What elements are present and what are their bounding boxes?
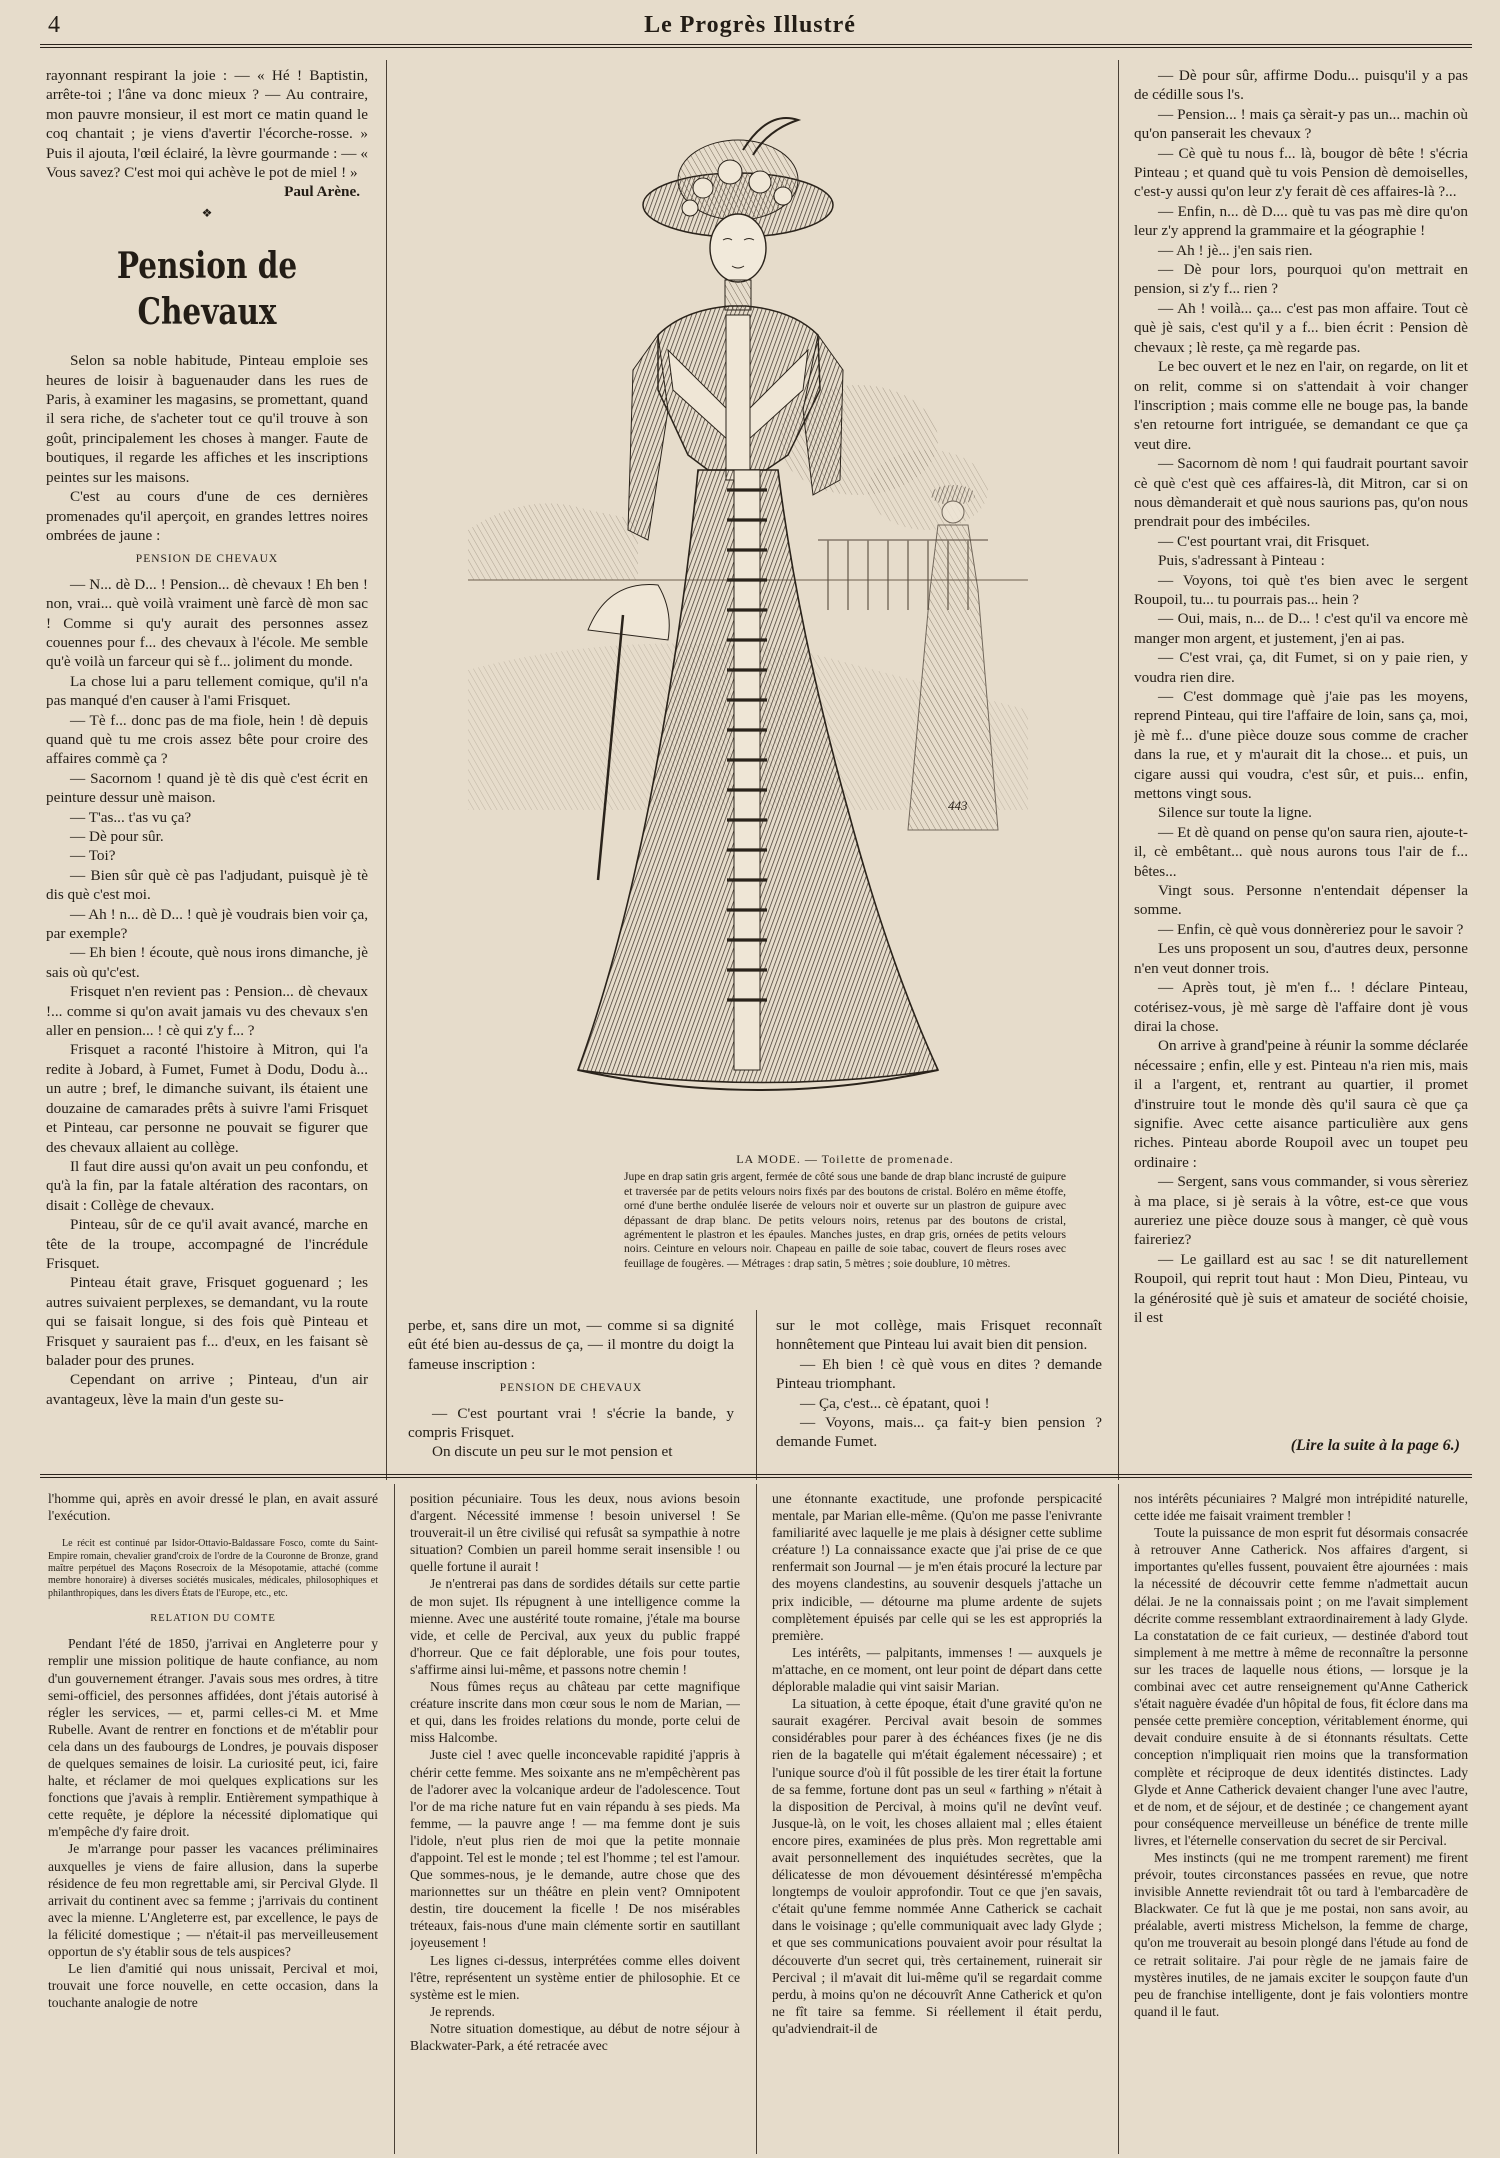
caption-title: LA MODE. — Toilette de promenade. [736, 1152, 954, 1166]
column-1 [46, 66, 368, 1474]
paragraph: — Et dè quand on pense qu'on saura rien, ajoute-t-il, cè embêtant... què nous aurons tous l'air de f... bêtes... [1134, 823, 1468, 880]
paragraph: Puis, s'adressant à Pinteau : [1158, 552, 1325, 570]
paragraph: Nous fûmes reçus au château par cette magnifique créature inscrite dans mon cœur sous le nom de Marian, — et qui, dans les froides relations du monde, porte celui de miss Halcombe. [410, 1679, 740, 1746]
paragraph: — Dè pour sûr. [70, 828, 164, 845]
paragraph: — Sergent, sans vous commander, si vous sèreriez à ma place, si jè serais à la vôtre, est-ce que vous aureriez une pièce douze sous à manger, cè què vous faireriez? [1134, 1173, 1468, 1249]
paragraph: Pendant l'été de 1850, j'arrivai en Angleterre pour y remplir une mission politique de haute confiance, au nom d'un gouvernement étranger. J'avais sous mes ordres, à titre semi-officiel, des personnes affidées, dont j'étais autorisé à régler les services, — et, parmi celles-ci M. et Mme Rubelle. Avant de rentrer en fonctions et de m'établir pour cela dans un des faubourgs de Londres, je pouvais disposer de quelques semaines de loisir. La curiosité peut, ici, faire halte, et réclamer de moi quelques explications sur les fonctions que j'avais à remplir. Entièrement sympathique à cette requête, je déplore la nécessité diplomatique qui m'empêche d'y faire droit. [48, 1636, 378, 1840]
paragraph: Pinteau, sûr de ce qu'il avait avancé, marche en tête de la troupe, accompagné de l'incrédule Frisquet. [46, 1216, 368, 1272]
serial-column-3 [772, 1490, 1102, 2154]
paragraph: — C'est pourtant vrai ! s'écrie la bande, y compris Frisquet. [408, 1404, 734, 1442]
inscription: PENSION DE CHEVAUX [499, 1382, 643, 1395]
ornament-icon: ❖ [201, 205, 213, 220]
paragraph: une étonnante exactitude, une profonde perspicacité mentale, par Marian elle-même. (Qu'on me passe l'enivrante familiarité avec laquelle je me plais à désigner cette sublime créature !) La connaissance exacte que j'ai prise de ce que renfermait son Journal — je m'en étais procuré la lecture par des moyens clandestins, au souvenir desquels j'attache un prix indicible, — détourne ma plume ardente de sujets complètement épuisés par celle qui se les est appropriés la première. [772, 1491, 1102, 1643]
paragraph: — Dè pour lors, pourquoi qu'on mettrait en pension, si z'y f... rien ? [1134, 261, 1468, 298]
paragraph: perbe, et, sans dire un mot, — comme si sa dignité eût été bien au-dessus de ça, — il montre du doigt la fameuse inscription : [408, 1317, 734, 1373]
paragraph: Les uns proposent un sou, d'autres deux, personne n'en veut donner trois. [1134, 940, 1468, 977]
paragraph: — Tè f... donc pas de ma fiole, hein ! dè depuis quand què tu me crois assez bête pour croire des affaires commè ça ? [46, 711, 368, 768]
paragraph: Le bec ouvert et le nez en l'air, on regarde, on lit et on relit, comme si on s'attendait à voir changer l'inscription ; mais comme elle ne bouge pas, la bande s'en retourne fort intriguée, se demandant ce que ça veut dire. [1134, 358, 1468, 453]
paragraph: — Voyons, toi què t'es bien avec le sergent Roupoil, tu... tu pourrais pas... hein ? [1134, 571, 1468, 608]
paragraph: l'homme qui, après en avoir dressé le plan, en avait assuré l'exécution. [48, 1491, 378, 1524]
paragraph: Selon sa noble habitude, Pinteau emploie ses heures de loisir à baguenauder dans les rues de Paris, à examiner les magasins, se promettant, quand il sera riche, de s'acheter tout ce qu'il trouve à son goût, principalement les choses à manger. Faute de boutiques, il regarde les affiches et les inscriptions peintes sur les maisons. [46, 352, 368, 486]
paragraph: Il faut dire aussi qu'on avait un peu confondu, et qu'à la fin, par la fatale altération des racontars, on disait : Collège de chevaux. [46, 1157, 368, 1214]
paragraph: — Pension... ! mais ça sèrait-y pas un... machin où qu'on panserait les chevaux ? [1134, 105, 1468, 143]
plate-number: 443 [948, 798, 968, 813]
paragraph: — Le gaillard est au sac ! se dit naturellement Roupoil, qui reprit tout haut : Mon Dieu, Pinteau, vu la générosité què jè suis et amateur de société choisie, il est [1134, 1250, 1468, 1326]
feuilleton-rule [40, 1474, 1472, 1478]
fashion-plate-drawing [468, 110, 1028, 1145]
column-divider [394, 1484, 395, 2154]
paragraph: Frisquet n'en revient pas : Pension... dè chevaux !... comme si qu'on avait jamais vu des chevaux s'en aller en pension... ! cè qui z'y f... ? [46, 983, 368, 1040]
paragraph: — Toi? [70, 847, 116, 865]
author-signature: Paul Arène. [284, 183, 360, 201]
paragraph: Cependant on arrive ; Pinteau, d'un air avantageux, lève la main d'un geste su- [46, 1371, 368, 1408]
header-rule [40, 44, 1472, 48]
paragraph: — C'est pourtant vrai, dit Frisquet. [1158, 532, 1370, 550]
serial-column-1 [48, 1490, 378, 2154]
continued-notice: (Lire la suite à la page 6.) [1290, 1437, 1460, 1454]
paragraph: — Ah ! n... dè D... ! què jè voudrais bien voir ça, par exemple? [46, 905, 368, 943]
caption-text: Jupe en drap satin gris argent, fermée de côté sous une bande de drap blanc incrusté de guipure et traversée par de petits velours noirs fixés par des boutons de cristal. Boléro en même étoffe, orné d'une berthe ondulée liserée de velours noir et ouverte sur un plastron de guipure avec dépassant de drap blanc. De petits velours noirs, retenus par des boutons de cristal, agrémentent le plastron et les épaules. Manches justes, en drap gris, ornées de petits velours noirs. Ceinture en velours noir. Chapeau en paille de soie tabac, couvert de fleurs roses avec feuillage de fougères. — Métrages : drap satin, 5 mètres ; soie doublure, 10 mètres. [624, 1170, 1066, 1270]
paragraph: position pécuniaire. Tous les deux, nous avions besoin d'argent. Nécessité immense ! besoin universel ! Se trouverait-il un être civilisé qui refusât sa sympathie à notre situation? Combien un pareil homme serait insensible ! ou quelle fortune il aurait ! [410, 1491, 740, 1575]
paragraph: — Oui, mais, n... de D... ! c'est qu'il va encore mè manger mon argent, et justement, j'en ai pas. [1134, 610, 1468, 647]
column-divider [386, 60, 387, 1480]
editor-note: Le récit est continué par Isidor-Ottavio-Baldassare Fosco, comte du Saint-Empire romain, chevalier grand'croix de l'ordre de la Couronne de Bronze, grand maître perpétuel des Maçons Rosecroix de la Mésopotamie, attaché (comme membre honoraire) à diverses sociétés musicales, médicales, philosophiques et philanthropiques, dans les divers États de l'Europe, etc., etc. [48, 1538, 378, 1599]
paragraph: — Cè què tu nous f... là, bougor dè bête ! s'écria Pinteau ; et quand què tu vois Pension dè demoiselles, c'est-y aussi qu'on leur z'y ferait dè ces affaires-là ?... [1134, 144, 1468, 201]
article-title: Pension de Chevaux [116, 245, 298, 334]
serial-column-2 [410, 1490, 740, 2154]
paragraph: Les intérêts, — palpitants, immenses ! — auxquels je m'attache, en ce moment, ont leur point de départ dans cette déplorable maladie qui vint saisir Marian. [772, 1644, 1102, 1695]
paragraph: — Ah ! jè... j'en sais rien. [1158, 241, 1313, 259]
paragraph: Le lien d'amitié qui nous unissait, Percival et moi, trouvait une force nouvelle, en cette occasion, dans la touchante analogie de notre [48, 1961, 378, 2011]
paragraph: — Ça, c'est... cè épatant, quoi ! [800, 1394, 990, 1412]
fashion-illustration [468, 110, 1028, 1145]
paragraph: Silence sur toute la ligne. [1158, 804, 1312, 822]
column-4 [1134, 66, 1468, 1434]
paragraph: Je reprends. [430, 2003, 495, 2019]
paragraph: — Eh bien ! cè què vous en dites ? demande Pinteau triomphant. [776, 1355, 1102, 1393]
paragraph: — Enfin, cè què vous donnèreriez pour le savoir ? [1158, 920, 1464, 938]
illustration-caption [624, 1152, 1066, 1271]
column-3-continuation [776, 1316, 1102, 1452]
paragraph: Pinteau était grave, Frisquet goguenard ; les autres suivaient perplexes, se demandant, vu la route qui se faisait longue, si des fois què Pinteau et Frisquet y sauraient pas f... d'eux, en les faisant sè balader pour des prunes. [46, 1274, 368, 1369]
paragraph: Vingt sous. Personne n'entendait dépenser la somme. [1134, 882, 1468, 919]
paragraph: — Bien sûr què cè pas l'adjudant, puisquè jè tè dis què c'est moi. [46, 866, 368, 904]
paragraph: — T'as... t'as vu ça? [70, 808, 192, 826]
paragraph: — C'est vrai, ça, dit Fumet, si on y paie rien, y voudra rien dire. [1134, 649, 1468, 686]
paragraph: — Eh bien ! écoute, què nous irons dimanche, jè sais où qu'c'est. [46, 944, 368, 981]
paragraph: — Ah ! voilà... ça... c'est pas mon affaire. Tout cè què jè sais, c'est qu'il y a f... bien écrit : Pension dè chevaux ; lè reste, ça mè regarde pas. [1134, 299, 1468, 356]
paragraph: On arrive à grand'peine à réunir la somme déclarée nécessaire ; enfin, elle y est. Pinteau n'a rien mis, mais il a l'argent, et, rentrant au quartier, il promet d'instruire tout le monde dès qu'il saura cè que ça signifie. Avec cette aisance particulière aux gens riches. Pinteau aborde Roupoil avec un toupet peu ordinaire : [1134, 1037, 1468, 1171]
paragraph: — Après tout, jè m'en f... ! déclare Pinteau, cotérisez-vous, jè mè sarge dè l'affaire dont jè vous dirai la chose. [1134, 979, 1468, 1035]
paragraph: — C'est dommage què j'aie pas les moyens, reprend Pinteau, qui tire l'affaire de loin, sans ça, moi, jè mè f... d'une pièce douze sous comme de cracher dans la rue, et y m'aurait dit la chose... et puis, un cigare aussi qui voudra, c'est sûr, et puis... enfin, mettons vingt sous. [1134, 688, 1468, 803]
paragraph: Mes instincts (qui ne me trompent rarement) me firent prévoir, toutes circonstances passées en revue, que notre invisible Annette reviendrait tôt ou tard à l'embarcadère de Blackwater. Ce fut là que je me postai, non sans avoir, au préalable, averti mistress Michelson, la femme de charge, qu'on me trouverait au besoin plongé dans l'étude au fond de ce retrait solitaire. J'ai pour règle de ne jamais faire de mystères inutiles, de ne jamais exciter le soupçon faute d'un peu de franchise intelligente, dont je fais volontiers montre quand il le faut. [1134, 1849, 1468, 2019]
paragraph: C'est au cours d'une de ces dernières promenades qu'il aperçoit, en grandes lettres noires ombrées de jaune : [46, 488, 368, 544]
column-2-continuation [408, 1316, 734, 1462]
paragraph: La situation, à cette époque, était d'une gravité qu'on ne saurait exagérer. Percival avait besoin de sommes considérables pour parer à des échéances fixes (je ne dis rien de la bagatelle qui m'était également nécessaire) ; et l'unique source d'où il fût possible de les tirer était la fortune de sa femme, fortune dont pas un seul « farthing » n'était à la disposition de Percival, à moins qu'il ne devînt veuf. Jusque-là, on le voit, les choses allaient mal ; elles étaient encore pires, examinées de plus près. Mon regrettable ami avait personnellement des inquiétudes secrètes, que la délicatesse de mon dévouement désintéressé m'empêcha longtemps de vouloir approfondir. Tout ce que j'en savais, c'était qu'une femme nommée Anne Catherick se cachait dans le voisinage ; qu'elle communiquait avec lady Glyde ; et que ses communications pouvaient avoir pour résultat la découverte d'un secret qui, très certainement, ruinerait sir Percival ; il m'avait dit lui-même qu'il se regardait comme perdu, à moins qu'on ne découvrît Anne Catherick et qu'on ne fît taire sa femme. Si réellement il était perdu, qu'adviendrait-il de [772, 1696, 1102, 2036]
page-number: 4 [48, 12, 60, 38]
paragraph: Je m'arrange pour passer les vacances préliminaires auxquelles je viens de faire allusion, dans la superbe résidence de feu mon regrettable ami, sir Percival Glyde. Il arrivait du continent avec sa femme ; j'arrivais du continent avec la mienne. L'Angleterre est, par excellence, le pays de la félicité domestique ; — n'était-il pas merveilleusement opportun de s'y établir sous de tels auspices? [48, 1841, 378, 1959]
paragraph: sur le mot collège, mais Frisquet reconnaît honnêtement que Pinteau lui avait bien dit pension. [776, 1317, 1102, 1354]
paragraph: — Sacornom ! quand jè tè dis què c'est écrit en peinture dessur unè maison. [46, 769, 368, 807]
paragraph: nos intérêts pécuniaires ? Malgré mon intrépidité naturelle, cette idée me faisait vraiment trembler ! [1134, 1491, 1468, 1524]
paragraph: Les lignes ci-dessus, interprétées comme elles doivent l'être, représentent un système entier de philosophie. Et ce système est le mien. [410, 1952, 740, 2002]
column-divider [1118, 60, 1119, 1480]
inscription: PENSION DE CHEVAUX [135, 553, 279, 566]
column-divider [1118, 1484, 1119, 2154]
section-subtitle: RELATION DU COMTE [150, 1613, 276, 1625]
paragraph: On discute un peu sur le mot pension et [432, 1443, 673, 1461]
paragraph: Je n'entrerai pas dans de sordides détails sur cette partie de mon sujet. Ils répugnent à une intelligence comme la mienne. Avec une austérité toute romaine, j'étale ma bourse vide, et celle de Percival, aux yeux du public frappé d'horreur. Que ce fait déplorable, une fois pour toutes, s'affirme ainsi lui-même, et passons notre chemin ! [410, 1576, 740, 1677]
paragraph: Toute la puissance de mon esprit fut désormais consacrée à retrouver Anne Catherick. Nos affaires d'argent, si importantes qu'elles fussent, pouvaient être ajournées : mais la nécessité de découvrir cette femme n'admettait aucun délai. Je ne la connaissais point ; on me l'avait simplement décrite comme ressemblant extraordinairement à lady Glyde. La constatation de ce fait curieux, — destinée d'abord tout simplement à me mettre à même de reconnaître la personne sur les traces de laquelle nous étions, — lorsque je la combinai avec cet autre renseignement qu'Anne Catherick s'était naguère évadée d'un hôpital de fous, fit éclore dans ma pensée cette première conception, véritablement énorme, qui devait conduire ensuite à de si étonnants résultats. Cette conception n'impliquait rien moins que la transformation complète et réciproque de deux identités distinctes. Lady Glyde et Anne Catherick devaient changer l'une avec l'autre, et de nom, et de séjour, et de destinée ; ce changement ayant pour conséquence merveilleuse un bénéfice de trente mille livres, et l'éternelle conservation du secret de sir Percival. [1134, 1525, 1468, 1848]
column-divider [756, 1484, 757, 2154]
paragraph: Juste ciel ! avec quelle inconcevable rapidité j'appris à chérir cette femme. Mes soixante ans ne m'empêchèrent pas de l'adorer avec la volcanique ardeur de l'adolescence. Tout l'or de ma riche nature fut en vain répandu à ses pieds. Ma femme, — la pauvre ange ! — ma femme dont je suis l'idole, n'eut plus rien de moi que la petite monnaie d'appoint. Tel est le monde ; tel est l'homme ; tel est l'amour. Que sommes-nous, je le demande, autre chose que des marionnettes sur un théâtre en plein vent? Omnipotent destin, tire doucement la ficelle ! De nos misérables tréteaux, fais-nous d'une main clémente sortir en sautillant joyeusement ! [410, 1747, 740, 1951]
paragraph: — N... dè D... ! Pension... dè chevaux ! Eh ben ! non, vrai... què voilà vraiment unè farcè dè mon sac ! Comme si qu'y aurait des personnes assez couennes pour f... des chevaux à l'école. Me semble qu'è voilà un farceur qui sè f... joliment du monde. [46, 575, 368, 671]
paragraph: — Voyons, mais... ça fait-y bien pension ? demande Fumet. [776, 1414, 1102, 1451]
column-divider [756, 1310, 757, 1480]
serial-column-4 [1134, 1490, 1468, 2154]
paragraph: — Dè pour sûr, affirme Dodu... puisqu'il y a pas de cédille sous l's. [1134, 67, 1468, 104]
newspaper-title: Le Progrès Illustré [644, 12, 856, 38]
paragraph: Notre situation domestique, au début de notre séjour à Blackwater-Park, a été retracée avec [410, 2020, 740, 2053]
paragraph: La chose lui a paru tellement comique, qu'il n'a pas manqué d'en causer à l'ami Frisquet. [46, 672, 368, 710]
paragraph: Frisquet a raconté l'histoire à Mitron, qui l'a redite à Jobard, à Fumet, Fumet à Dodu, Dodu à... un autre ; bref, le dimanche suivant, ils étaient une douzaine de camarades prêts à suivre l'ami Frisquet et Pinteau, car personne ne pouvait se figurer que des chevaux allaient au collège. [46, 1041, 368, 1156]
paragraph: — Enfin, n... dè D.... què tu vas pas mè dire qu'on leur z'y apprend la grammaire et la géographie ! [1134, 202, 1468, 240]
story-ending: rayonnant respirant la joie : — « Hé ! Baptistin, arrête-toi ; l'âne va donc mieux ? — Au contraire, mon pauvre monsieur, il est mort ce matin quand le coq chantait ; je viens d'avertir l'écorche-rosse. » Puis il ajouta, l'œil éclairé, la lèvre gourmande : — « Vous savez? C'est moi qui achève le pot de miel ! » [46, 67, 368, 182]
paragraph: — Sacornom dè nom ! qui faudrait pourtant savoir cè què c'est què ces affaires-là, dit Mitron, car si on nous dèmanderait et què nous saurions pas, qu'on nous prendrait pour des imbéciles. [1134, 455, 1468, 531]
